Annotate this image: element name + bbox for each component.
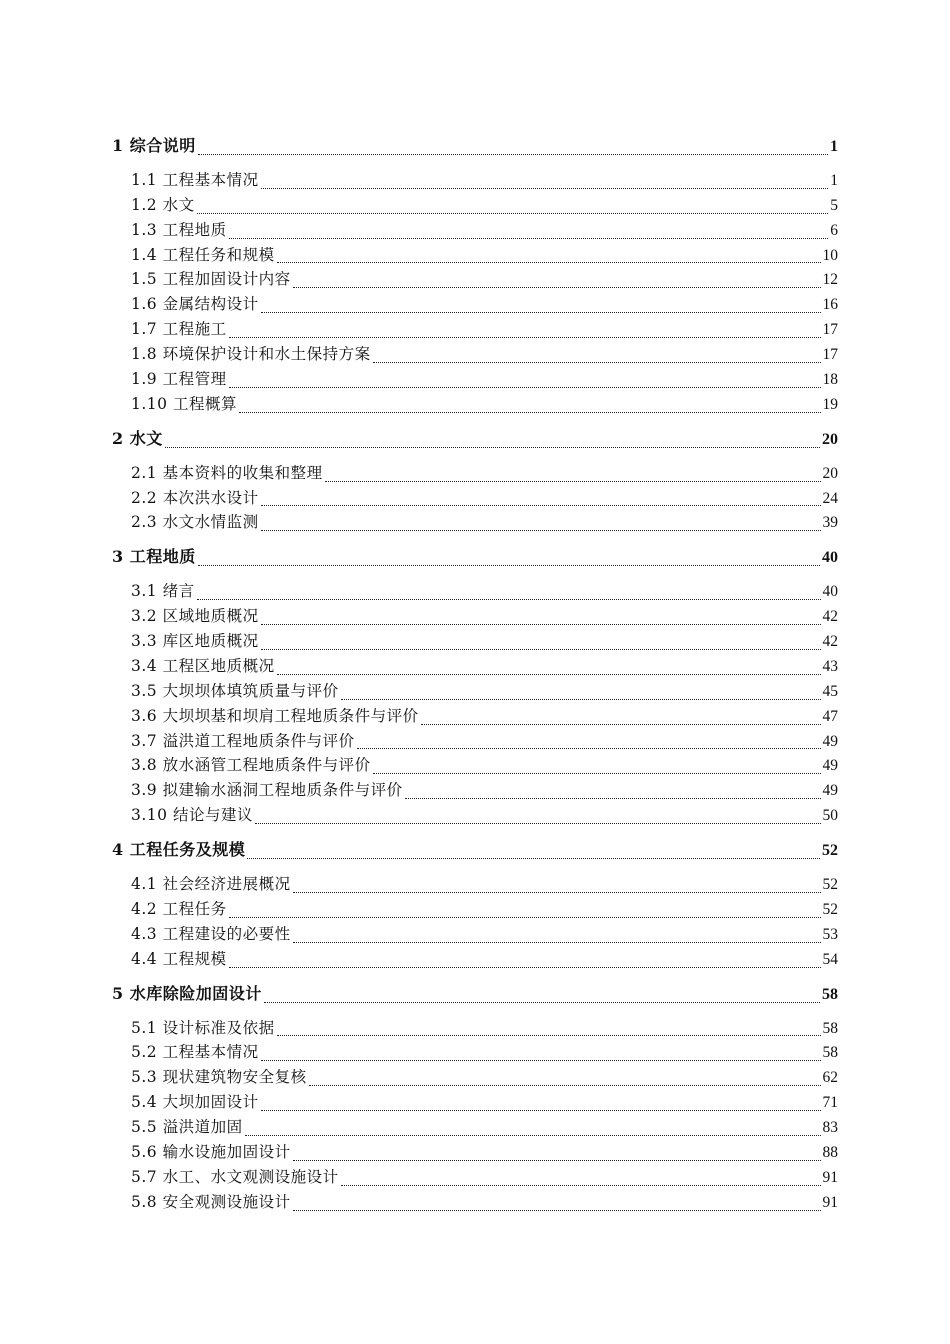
- toc-leader-dots: [255, 822, 821, 824]
- toc-section-entry[interactable]: [112, 218, 838, 243]
- toc-section-entry[interactable]: [112, 317, 838, 342]
- toc-entry-page: 83: [822, 1119, 838, 1137]
- toc-leader-dots: [198, 564, 820, 566]
- toc-entry-title: 2.3 水文水情监测: [131, 513, 259, 532]
- toc-entry-page: 47: [822, 707, 838, 725]
- toc-entry-title: 3.8 放水涵管工程地质条件与评价: [131, 756, 371, 775]
- toc-leader-dots: [373, 361, 821, 363]
- toc-entry-page: 71: [822, 1094, 838, 1112]
- toc-leader-dots: [229, 386, 821, 388]
- toc-entry-page: 20: [822, 430, 838, 448]
- toc-entry-title: 4.3 工程建设的必要性: [131, 924, 291, 943]
- toc-section-entry[interactable]: [112, 778, 838, 803]
- toc-entry-title: 3.4 工程区地质概况: [131, 656, 275, 675]
- toc-entry-page: 52: [822, 900, 838, 918]
- toc-entry-page: 91: [822, 1168, 838, 1186]
- toc-leader-dots: [405, 797, 821, 799]
- toc-section-entry[interactable]: [112, 486, 838, 511]
- toc-entry-page: 12: [822, 271, 838, 289]
- toc-section-entry[interactable]: [112, 392, 838, 417]
- toc-leader-dots: [165, 446, 820, 448]
- toc-section-entry[interactable]: [112, 604, 838, 629]
- toc-entry-title: 5.4 大坝加固设计: [131, 1093, 259, 1112]
- toc-entry-title: 1.8 环境保护设计和水土保持方案: [131, 345, 371, 364]
- toc-leader-dots: [293, 941, 821, 943]
- toc-entry-page: 40: [822, 583, 838, 601]
- toc-entry-title: 3.3 库区地质概况: [131, 632, 259, 651]
- toc-entry-title: 1.7 工程施工: [131, 320, 227, 339]
- toc-entry-title: 5.5 溢洪道加固: [131, 1118, 243, 1137]
- toc-entry-title: 4.1 社会经济进展概况: [131, 875, 291, 894]
- toc-entry-title: 3.6 大坝坝基和坝肩工程地质条件与评价: [131, 706, 419, 725]
- toc-entry-title: 3.10 结论与建议: [131, 806, 253, 825]
- toc-chapter-entry[interactable]: [112, 982, 838, 1007]
- toc-entry-title: 4.2 工程任务: [131, 899, 227, 918]
- toc-entry-title: 5.8 安全观测设施设计: [131, 1192, 291, 1211]
- toc-leader-dots: [277, 673, 821, 675]
- toc-section-entry[interactable]: [112, 704, 838, 729]
- toc-leader-dots: [261, 1109, 821, 1111]
- toc-section-entry[interactable]: [112, 1065, 838, 1090]
- toc-entry-page: 45: [822, 682, 838, 700]
- toc-leader-dots: [247, 857, 820, 859]
- toc-leader-dots: [341, 698, 821, 700]
- toc-leader-dots: [293, 1159, 821, 1161]
- toc-chapter-entry[interactable]: [112, 134, 838, 159]
- toc-chapter-entry[interactable]: [112, 838, 838, 863]
- toc-entry-page: 6: [830, 221, 838, 239]
- toc-entry-page: 17: [822, 346, 838, 364]
- toc-section-entry[interactable]: [112, 1165, 838, 1190]
- toc-section-entry[interactable]: [112, 654, 838, 679]
- toc-entry-title: 1.1 工程基本情况: [131, 170, 259, 189]
- toc-entry-page: 40: [822, 549, 838, 567]
- toc-entry-title: 5.3 现状建筑物安全复核: [131, 1068, 307, 1087]
- toc-section-entry[interactable]: [112, 1090, 838, 1115]
- toc-section-entry[interactable]: [112, 510, 838, 535]
- toc-entry-title: 3.7 溢洪道工程地质条件与评价: [131, 731, 355, 750]
- toc-entry-title: 1.6 金属结构设计: [131, 295, 259, 314]
- toc-entry-title: 3 工程地质: [112, 547, 196, 567]
- toc-entry-page: 18: [822, 371, 838, 389]
- toc-leader-dots: [245, 1134, 821, 1136]
- toc-leader-dots: [293, 1209, 821, 1211]
- toc-entry-page: 1: [830, 138, 838, 155]
- toc-entry-title: 2.2 本次洪水设计: [131, 488, 259, 507]
- toc-section-entry[interactable]: [112, 1190, 838, 1215]
- toc-entry-title: 4.4 工程规模: [131, 949, 227, 968]
- toc-entry-title: 3.2 区域地质概况: [131, 607, 259, 626]
- toc-entry-page: 52: [822, 876, 838, 894]
- toc-section-entry[interactable]: [112, 1040, 838, 1065]
- toc-leader-dots: [293, 891, 821, 893]
- toc-leader-dots: [198, 153, 828, 155]
- table-of-contents: [112, 134, 838, 1215]
- toc-leader-dots: [277, 261, 821, 263]
- toc-leader-dots: [261, 623, 821, 625]
- toc-entry-title: 3.1 绪言: [131, 582, 195, 601]
- toc-entry-title: 5.2 工程基本情况: [131, 1043, 259, 1062]
- toc-leader-dots: [309, 1084, 821, 1086]
- toc-leader-dots: [197, 598, 821, 600]
- toc-entry-page: 52: [822, 842, 838, 860]
- toc-leader-dots: [229, 237, 829, 239]
- toc-leader-dots: [325, 480, 821, 482]
- toc-leader-dots: [357, 747, 821, 749]
- toc-leader-dots: [239, 411, 821, 413]
- toc-leader-dots: [261, 648, 821, 650]
- toc-section-entry[interactable]: [112, 1140, 838, 1165]
- toc-leader-dots: [261, 1059, 821, 1061]
- toc-leader-dots: [373, 772, 821, 774]
- toc-entry-title: 5.6 输水设施加固设计: [131, 1142, 291, 1161]
- toc-entry-page: 53: [822, 925, 838, 943]
- toc-entry-page: 24: [822, 489, 838, 507]
- toc-entry-page: 58: [822, 1044, 838, 1062]
- toc-section-entry[interactable]: [112, 193, 838, 218]
- toc-leader-dots: [229, 916, 821, 918]
- toc-leader-dots: [261, 529, 821, 531]
- toc-entry-page: 43: [822, 657, 838, 675]
- toc-section-entry[interactable]: [112, 1016, 838, 1041]
- toc-entry-page: 17: [822, 321, 838, 339]
- toc-section-entry[interactable]: [112, 267, 838, 292]
- toc-entry-page: 50: [822, 807, 838, 825]
- toc-section-entry[interactable]: [112, 342, 838, 367]
- toc-section-entry[interactable]: [112, 947, 838, 972]
- toc-section-entry[interactable]: [112, 367, 838, 392]
- toc-leader-dots: [229, 336, 821, 338]
- toc-leader-dots: [341, 1184, 821, 1186]
- toc-chapter-entry[interactable]: [112, 427, 838, 452]
- toc-entry-page: 49: [822, 757, 838, 775]
- toc-entry-page: 58: [822, 985, 838, 1003]
- toc-leader-dots: [277, 1034, 821, 1036]
- toc-entry-title: 1.3 工程地质: [131, 220, 227, 239]
- toc-section-entry[interactable]: [112, 1115, 838, 1140]
- toc-section-entry[interactable]: [112, 922, 838, 947]
- toc-leader-dots: [261, 311, 821, 313]
- toc-chapter-entry[interactable]: [112, 545, 838, 570]
- toc-entry-title: 1.4 工程任务和规模: [131, 245, 275, 264]
- toc-entry-page: 1: [830, 171, 838, 189]
- toc-section-entry[interactable]: [112, 897, 838, 922]
- toc-entry-page: 16: [822, 296, 838, 314]
- toc-entry-title: 3.5 大坝坝体填筑质量与评价: [131, 681, 339, 700]
- toc-section-entry[interactable]: [112, 168, 838, 193]
- toc-entry-page: 20: [822, 464, 838, 482]
- toc-entry-page: 88: [822, 1143, 838, 1161]
- toc-leader-dots: [261, 504, 821, 506]
- toc-section-entry[interactable]: [112, 243, 838, 268]
- toc-section-entry[interactable]: [112, 803, 838, 828]
- toc-leader-dots: [261, 187, 829, 189]
- toc-leader-dots: [421, 723, 821, 725]
- toc-entry-title: 5 水库除险加固设计: [112, 983, 262, 1003]
- toc-section-entry[interactable]: [112, 753, 838, 778]
- toc-entry-page: 62: [822, 1069, 838, 1087]
- toc-entry-title: 2.1 基本资料的收集和整理: [131, 463, 323, 482]
- toc-entry-page: 54: [822, 950, 838, 968]
- toc-section-entry[interactable]: [112, 579, 838, 604]
- toc-section-entry[interactable]: [112, 729, 838, 754]
- toc-entry-page: 49: [822, 782, 838, 800]
- toc-entry-page: 10: [822, 246, 838, 264]
- toc-section-entry[interactable]: [112, 679, 838, 704]
- toc-leader-dots: [197, 212, 829, 214]
- toc-entry-page: 49: [822, 732, 838, 750]
- toc-entry-title: 2 水文: [112, 428, 163, 448]
- toc-entry-page: 91: [822, 1193, 838, 1211]
- toc-entry-title: 1.2 水文: [131, 195, 195, 214]
- toc-entry-page: 58: [822, 1019, 838, 1037]
- toc-entry-page: 42: [822, 633, 838, 651]
- toc-entry-title: 5.7 水工、水文观测设施设计: [131, 1167, 339, 1186]
- toc-leader-dots: [293, 286, 821, 288]
- toc-section-entry[interactable]: [112, 461, 838, 486]
- toc-entry-page: 19: [822, 395, 838, 413]
- toc-entry-page: 42: [822, 608, 838, 626]
- toc-entry-title: 1.9 工程管理: [131, 370, 227, 389]
- toc-entry-title: 1.5 工程加固设计内容: [131, 270, 291, 289]
- toc-entry-title: 4 工程任务及规模: [112, 840, 246, 860]
- toc-section-entry[interactable]: [112, 629, 838, 654]
- toc-leader-dots: [229, 966, 821, 968]
- toc-entry-page: 5: [830, 196, 838, 214]
- toc-entry-title: 1.10 工程概算: [131, 394, 237, 413]
- toc-entry-title: 3.9 拟建输水涵洞工程地质条件与评价: [131, 781, 403, 800]
- toc-entry-title: 5.1 设计标准及依据: [131, 1018, 275, 1037]
- toc-entry-page: 39: [822, 514, 838, 532]
- toc-section-entry[interactable]: [112, 292, 838, 317]
- toc-section-entry[interactable]: [112, 872, 838, 897]
- toc-leader-dots: [264, 1001, 820, 1003]
- toc-entry-title: 1 综合说明: [112, 136, 196, 155]
